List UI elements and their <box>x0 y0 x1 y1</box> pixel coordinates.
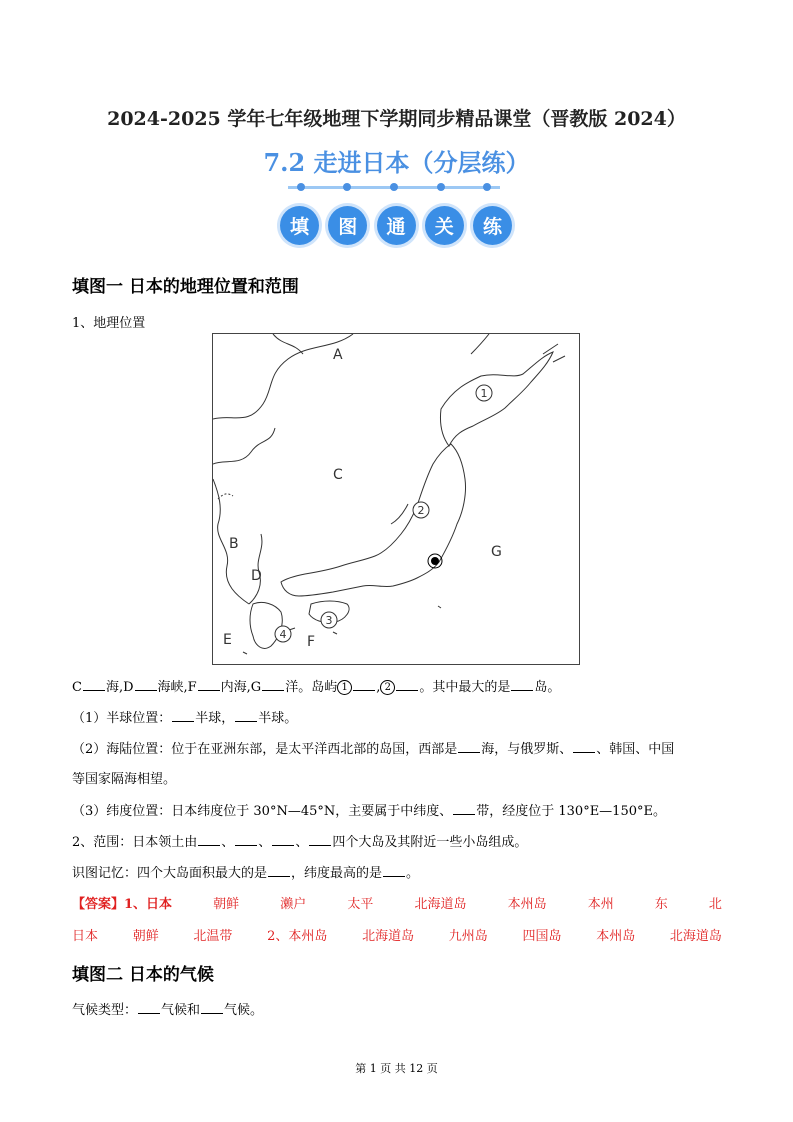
badge: 图 <box>328 206 367 245</box>
lesson-title: 7.2 走进日本（分层练） <box>263 148 530 177</box>
badge-row <box>280 206 512 246</box>
answer-item: 北温带 <box>193 929 233 944</box>
underline-dot <box>437 183 445 191</box>
underline-dot <box>390 183 398 191</box>
question-sea-land: （2）海陆位置：位于在亚洲东部，是太平洋西北部的岛国，西部是 海，与俄罗斯、 、韩国、中国 <box>72 742 675 757</box>
answer-blank[interactable] <box>198 833 220 846</box>
section-heading-2: 填图二 日本的气候 <box>72 965 214 985</box>
answer-item: 【答案】1、日本 <box>72 897 173 912</box>
badge: 通 <box>377 206 416 245</box>
map-label-g: G <box>491 544 502 560</box>
answer-blank[interactable] <box>396 678 418 691</box>
map-label-b: B <box>229 536 239 552</box>
answer-item: 本州 <box>587 897 614 912</box>
question-sea-land-cont: 等国家隔海相望。 <box>72 772 177 787</box>
question-latitude: （3）纬度位置：日本纬度位于 30°N—45°N，主要属于中纬度、 带，经度位于 130°E—150°E。 <box>72 804 666 819</box>
map-label-a: A <box>333 347 343 363</box>
answer-item: 日本 <box>72 929 99 944</box>
section-heading-1: 填图一 日本的地理位置和范围 <box>72 277 299 297</box>
answer-blank[interactable] <box>138 1001 160 1014</box>
answer-item: 北海道岛 <box>414 897 467 912</box>
series-title: 2024-2025 学年七年级地理下学期同步精品课堂（晋教版 2024） <box>107 108 686 130</box>
answer-blank[interactable] <box>309 833 331 846</box>
answer-item: 北海道岛 <box>362 929 415 944</box>
answer-item: 九州岛 <box>448 929 488 944</box>
circled-number: 2 <box>380 680 395 695</box>
map-label-d: D <box>251 568 262 584</box>
answer-blank[interactable] <box>262 678 284 691</box>
answer-blank[interactable] <box>235 833 257 846</box>
question-memory: 识图记忆：四个大岛面积最大的是 ，纬度最高的是 。 <box>72 866 420 881</box>
answer-item: 濑户 <box>280 897 307 912</box>
subheading-location: 1、地理位置 <box>72 316 146 331</box>
badge: 填 <box>280 206 319 245</box>
answer-blank[interactable] <box>573 740 595 753</box>
circled-number: 1 <box>337 680 352 695</box>
answer-item: 东 <box>654 897 668 912</box>
answer-blank[interactable] <box>83 678 105 691</box>
answer-blank[interactable] <box>172 709 194 722</box>
map-label-island-4: 4 <box>279 628 287 641</box>
question-map-line: C 海,D 海峡,F 内海,G 洋。岛屿 1 , 2 。其中最大的是 岛。 <box>72 680 561 695</box>
answer-blank[interactable] <box>453 802 475 815</box>
underline-dot <box>483 183 491 191</box>
answer-blank[interactable] <box>353 678 375 691</box>
answer-item: 本州岛 <box>596 929 636 944</box>
badge: 练 <box>473 206 512 245</box>
answer-item: 四国岛 <box>522 929 562 944</box>
answer-item: 本州岛 <box>507 897 547 912</box>
answer-blank[interactable] <box>268 864 290 877</box>
japan-map <box>212 333 580 665</box>
answer-blank[interactable] <box>235 709 257 722</box>
map-drawing <box>213 334 579 664</box>
answer-item: 朝鲜 <box>132 929 159 944</box>
answer-blank[interactable] <box>511 678 533 691</box>
map-label-island-3: 3 <box>325 614 333 627</box>
answer-blank[interactable] <box>272 833 294 846</box>
answer-item: 北 <box>708 897 722 912</box>
answer-blank[interactable] <box>383 864 405 877</box>
answer-item: 北海道岛 <box>669 929 722 944</box>
answer-blank[interactable] <box>135 678 157 691</box>
answer-row <box>72 925 722 944</box>
map-label-c: C <box>333 467 343 483</box>
map-label-island-1: 1 <box>480 387 488 400</box>
answer-blank[interactable] <box>198 678 220 691</box>
underline-dot <box>343 183 351 191</box>
answer-item: 朝鲜 <box>213 897 240 912</box>
answer-item: 太平 <box>347 897 374 912</box>
question-climate: 气候类型： 气候和 气候。 <box>72 1003 264 1018</box>
answer-item: 2、本州岛 <box>267 929 328 944</box>
map-label-e: E <box>223 632 232 648</box>
answer-blank[interactable] <box>201 1001 223 1014</box>
page-footer: 第 1 页 共 12 页 <box>355 1062 438 1075</box>
question-hemisphere: （1）半球位置： 半球， 半球。 <box>72 711 298 726</box>
answer-blank[interactable] <box>458 740 480 753</box>
question-range: 2、范围：日本领土由 、 、 、 四个大岛及其附近一些小岛组成。 <box>72 835 528 850</box>
tokyo-marker <box>431 557 439 565</box>
answer-row <box>72 893 722 912</box>
badge: 关 <box>425 206 464 245</box>
map-label-f: F <box>307 634 316 650</box>
map-label-island-2: 2 <box>417 504 425 517</box>
underline-dot <box>297 183 305 191</box>
